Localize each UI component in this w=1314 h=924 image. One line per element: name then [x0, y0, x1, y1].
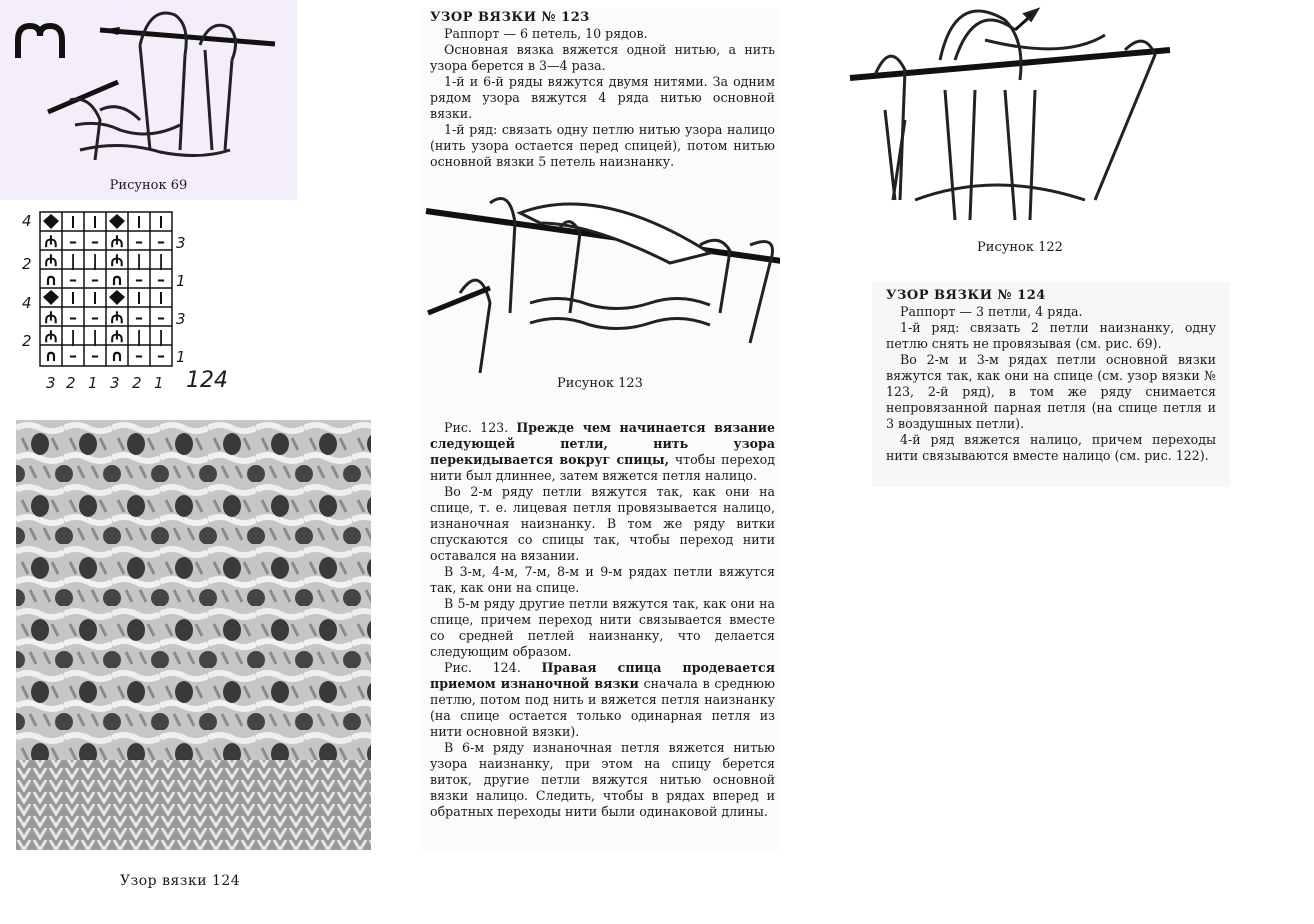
paragraph: Раппорт — 3 петли, 4 ряда. — [900, 304, 1083, 319]
paragraph: В 5-м ряду другие петли вяжутся так, как они на спице, причем переход нити связывается вместе со средней петлей наизнанку, что делается следующим образом. — [430, 596, 775, 659]
paragraph: Во 2-м ряду петли вяжутся так, как они на спице, т. е. лицевая петля провязывается налицо, изнаночная наизнанку. В том же ряду витки спускаются со спицы так, чтобы переход нити оставался на вязании. — [430, 484, 775, 563]
svg-text:₼: ₼ — [44, 327, 58, 346]
figure-ref: Рис. 124. — [444, 660, 521, 675]
svg-text:₼: ₼ — [44, 232, 58, 251]
chart-grid — [38, 210, 178, 370]
svg-text:₼: ₼ — [44, 251, 58, 270]
svg-text:₼: ₼ — [110, 308, 124, 327]
svg-text:|: | — [158, 251, 164, 270]
svg-text:–: – — [91, 270, 99, 289]
chart-label: 124 — [186, 368, 228, 393]
svg-text:₼: ₼ — [110, 251, 124, 270]
paragraph: Основная вязка вяжется одной нитью, а нить узора берется в 3—4 раза. — [430, 42, 775, 73]
figure-122-caption: Рисунок 122 — [977, 240, 1063, 255]
svg-text:|: | — [92, 327, 98, 346]
figure-123-illustration — [420, 193, 780, 373]
chart-bottom-number: 3 — [46, 374, 56, 392]
svg-text:∩: ∩ — [110, 270, 124, 289]
svg-text:∩: ∩ — [44, 270, 58, 289]
paragraph: Во 2-м и 3-м рядах петли основной вязки вяжутся так, как они на спице (см. узор вязки № 123, 2-й ряд), в том же ряду снимается непровязанной парная петля (на спице петля и 3 воздушных петли). — [886, 352, 1216, 431]
chart-right-number: 3 — [176, 234, 186, 252]
svg-text:–: – — [91, 232, 99, 251]
figure-69-illustration — [0, 0, 297, 175]
pattern-123-title: УЗОР ВЯЗКИ № 123 — [430, 10, 590, 25]
svg-text:–: – — [69, 308, 77, 327]
figure-122 — [845, 0, 1195, 265]
chart-bottom-number: 1 — [88, 374, 98, 392]
bold-text: Прежде чем начинается вязание следующей петли, нить узора перекидывается вокруг спицы, — [430, 420, 775, 467]
svg-text:–: – — [157, 346, 165, 365]
svg-text:₼: ₼ — [44, 308, 58, 327]
svg-text:|: | — [136, 251, 142, 270]
chart-left-number: 2 — [22, 332, 32, 350]
chart-bottom-number: 2 — [132, 374, 142, 392]
chart-bottom-number: 2 — [66, 374, 76, 392]
svg-text:₼: ₼ — [110, 232, 124, 251]
svg-text:–: – — [69, 270, 77, 289]
knit-texture — [16, 420, 371, 850]
svg-text:–: – — [135, 232, 143, 251]
svg-text:|: | — [70, 327, 76, 346]
svg-text:|: | — [136, 327, 142, 346]
paragraph: В 6-м ряду изнаночная петля вяжется нитью узора наизнанку, при этом на спицу берется виток, другие петли вяжутся нитью основной вязки налицо. Следить, чтобы в рядах вперед и обратных переходы нити были одинаковой длины. — [430, 740, 775, 819]
bold-text: Правая спица продевается приемом изнаночной вязки — [430, 660, 776, 691]
figure-69-caption: Рисунок 69 — [109, 178, 188, 193]
svg-text:|: | — [92, 251, 98, 270]
paragraph: 1-й ряд: связать 2 петли наизнанку, одну петлю снять не провязывая (см. рис. 69). — [886, 320, 1216, 351]
svg-text:–: – — [135, 346, 143, 365]
svg-text:–: – — [135, 308, 143, 327]
text: чтобы переход нити был длиннее, затем вяжется петля налицо. — [430, 452, 775, 483]
swatch-caption: Узор вязки 124 — [120, 873, 241, 889]
svg-text:–: – — [69, 232, 77, 251]
chart-right-number: 3 — [176, 310, 186, 328]
paragraph: 1-й и 6-й ряды вяжутся двумя нитями. За одним рядом узора вяжутся 4 ряда нитью основной вязки. — [430, 74, 775, 121]
svg-text:–: – — [157, 308, 165, 327]
pattern-chart-124 — [18, 210, 228, 400]
svg-text:–: – — [135, 270, 143, 289]
paragraph — [430, 660, 775, 740]
svg-text:–: – — [157, 270, 165, 289]
svg-text:–: – — [91, 308, 99, 327]
svg-text:₼: ₼ — [110, 327, 124, 346]
paragraph: В 3-м, 4-м, 7-м, 8-м и 9-м рядах петли вяжутся так, как они на спице. — [430, 564, 775, 595]
figure-ref: Рис. 123. — [444, 420, 509, 435]
chart-right-number: 1 — [176, 348, 186, 366]
svg-text:∩: ∩ — [44, 346, 58, 365]
svg-text:–: – — [157, 232, 165, 251]
svg-text:|: | — [158, 327, 164, 346]
svg-text:|: | — [70, 251, 76, 270]
chart-right-number: 1 — [176, 272, 186, 290]
figure-123-caption: Рисунок 123 — [557, 376, 643, 391]
pattern-124-title: УЗОР ВЯЗКИ № 124 — [886, 288, 1046, 303]
figure-122-illustration — [845, 0, 1195, 235]
pattern-124-section — [872, 282, 1230, 487]
paragraph — [430, 420, 775, 484]
chart-bottom-number: 3 — [110, 374, 120, 392]
chart-left-number: 2 — [22, 255, 32, 273]
chart-left-number: 4 — [22, 294, 32, 312]
chart-bottom-number: 1 — [154, 374, 164, 392]
paragraph: 4-й ряд вяжется налицо, причем переходы нити связываются вместе налицо (см. рис. 122). — [886, 432, 1216, 463]
swatch-photo — [16, 420, 371, 850]
pattern-123-section — [420, 8, 780, 850]
figure-69 — [0, 0, 297, 200]
svg-text:∩: ∩ — [110, 346, 124, 365]
svg-text:–: – — [91, 346, 99, 365]
paragraph: 1-й ряд: связать одну петлю нитью узора налицо (нить узора остается перед спицей), потом нитью основной вязки 5 петель наизнанку. — [430, 122, 775, 169]
chart-left-number: 4 — [22, 212, 32, 230]
svg-text:–: – — [69, 346, 77, 365]
text: сначала в среднюю петлю, потом под нить и вяжется петля наизнанку (на спице остается только одинарная петля из нити основной вязки). — [430, 676, 775, 739]
paragraph: Раппорт — 6 петель, 10 рядов. — [444, 26, 648, 41]
